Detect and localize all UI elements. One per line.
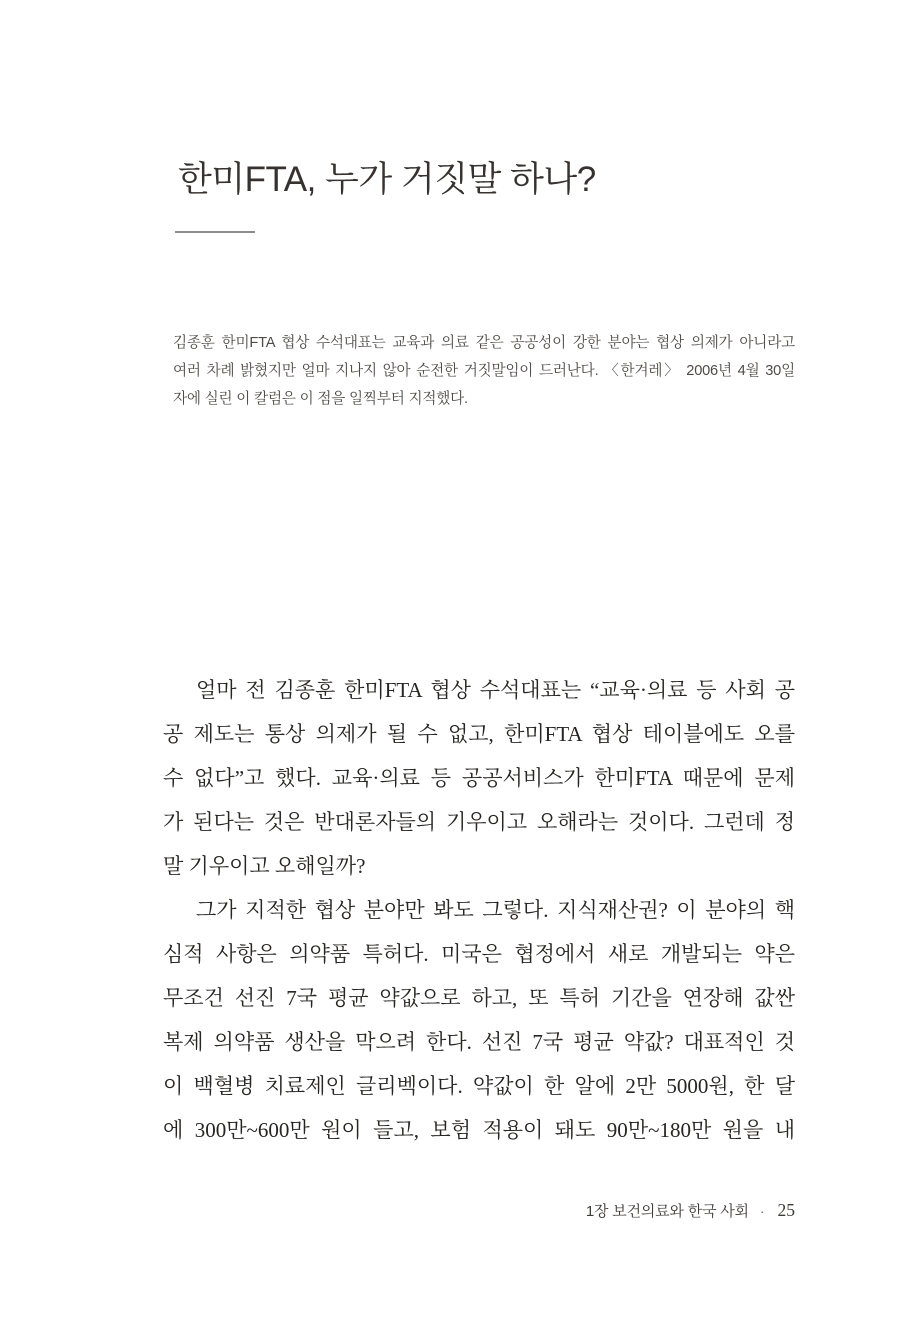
intro-paragraph <box>173 329 795 413</box>
body-text <box>163 668 795 1152</box>
body-line: 그가 지적한 협상 분야만 봐도 그렇다. 지식재산권? 이 분야의 핵 <box>196 898 795 922</box>
body-line: 수 없다”고 했다. 교육·의료 등 공공서비스가 한미FTA 때문에 문제 <box>163 766 795 790</box>
intro-line: 여러 차례 밝혔지만 얼마 지나지 않아 순전한 거짓말임이 드러난다. 〈한겨레〉 2006년 4월 30일 <box>173 363 795 379</box>
body-line: 이 백혈병 치료제인 글리벡이다. 약값이 한 알에 2만 5000원, 한 달 <box>163 1074 795 1098</box>
footer-page-number: 25 <box>777 1200 795 1220</box>
body-line: 가 된다는 것은 반대론자들의 기우이고 오해라는 것이다. 그런데 정 <box>163 810 795 834</box>
footer-separator-dot: · <box>759 1203 765 1219</box>
page-title: 한미FTA, 누가 거짓말 하나? <box>178 160 596 199</box>
paragraph <box>163 668 795 888</box>
body-line: 말 기우이고 오해일까? <box>163 854 366 878</box>
page-footer <box>586 1200 795 1221</box>
body-line: 심적 사항은 의약품 특허다. 미국은 협정에서 새로 개발되는 약은 <box>163 942 795 966</box>
body-line: 복제 의약품 생산을 막으려 한다. 선진 7국 평균 약값? 대표적인 것 <box>163 1030 795 1054</box>
body-line: 무조건 선진 7국 평균 약값으로 하고, 또 특허 기간을 연장해 값싼 <box>163 986 795 1010</box>
body-line: 공 제도는 통상 의제가 될 수 없고, 한미FTA 협상 테이블에도 오를 <box>163 722 795 746</box>
footer-chapter-label: 1장 보건의료와 한국 사회 <box>585 1203 749 1220</box>
title-divider <box>175 231 255 233</box>
body-line: 얼마 전 김종훈 한미FTA 협상 수석대표는 “교육·의료 등 사회 공 <box>196 678 795 702</box>
paragraph <box>163 888 795 1152</box>
intro-line: 김종훈 한미FTA 협상 수석대표는 교육과 의료 같은 공공성이 강한 분야는 협상 의제가 아니라고 <box>173 335 795 351</box>
intro-line: 자에 실린 이 칼럼은 이 점을 일찍부터 지적했다. <box>173 391 468 407</box>
body-line: 에 300만~600만 원이 들고, 보험 적용이 돼도 90만~180만 원을 내 <box>163 1118 795 1142</box>
